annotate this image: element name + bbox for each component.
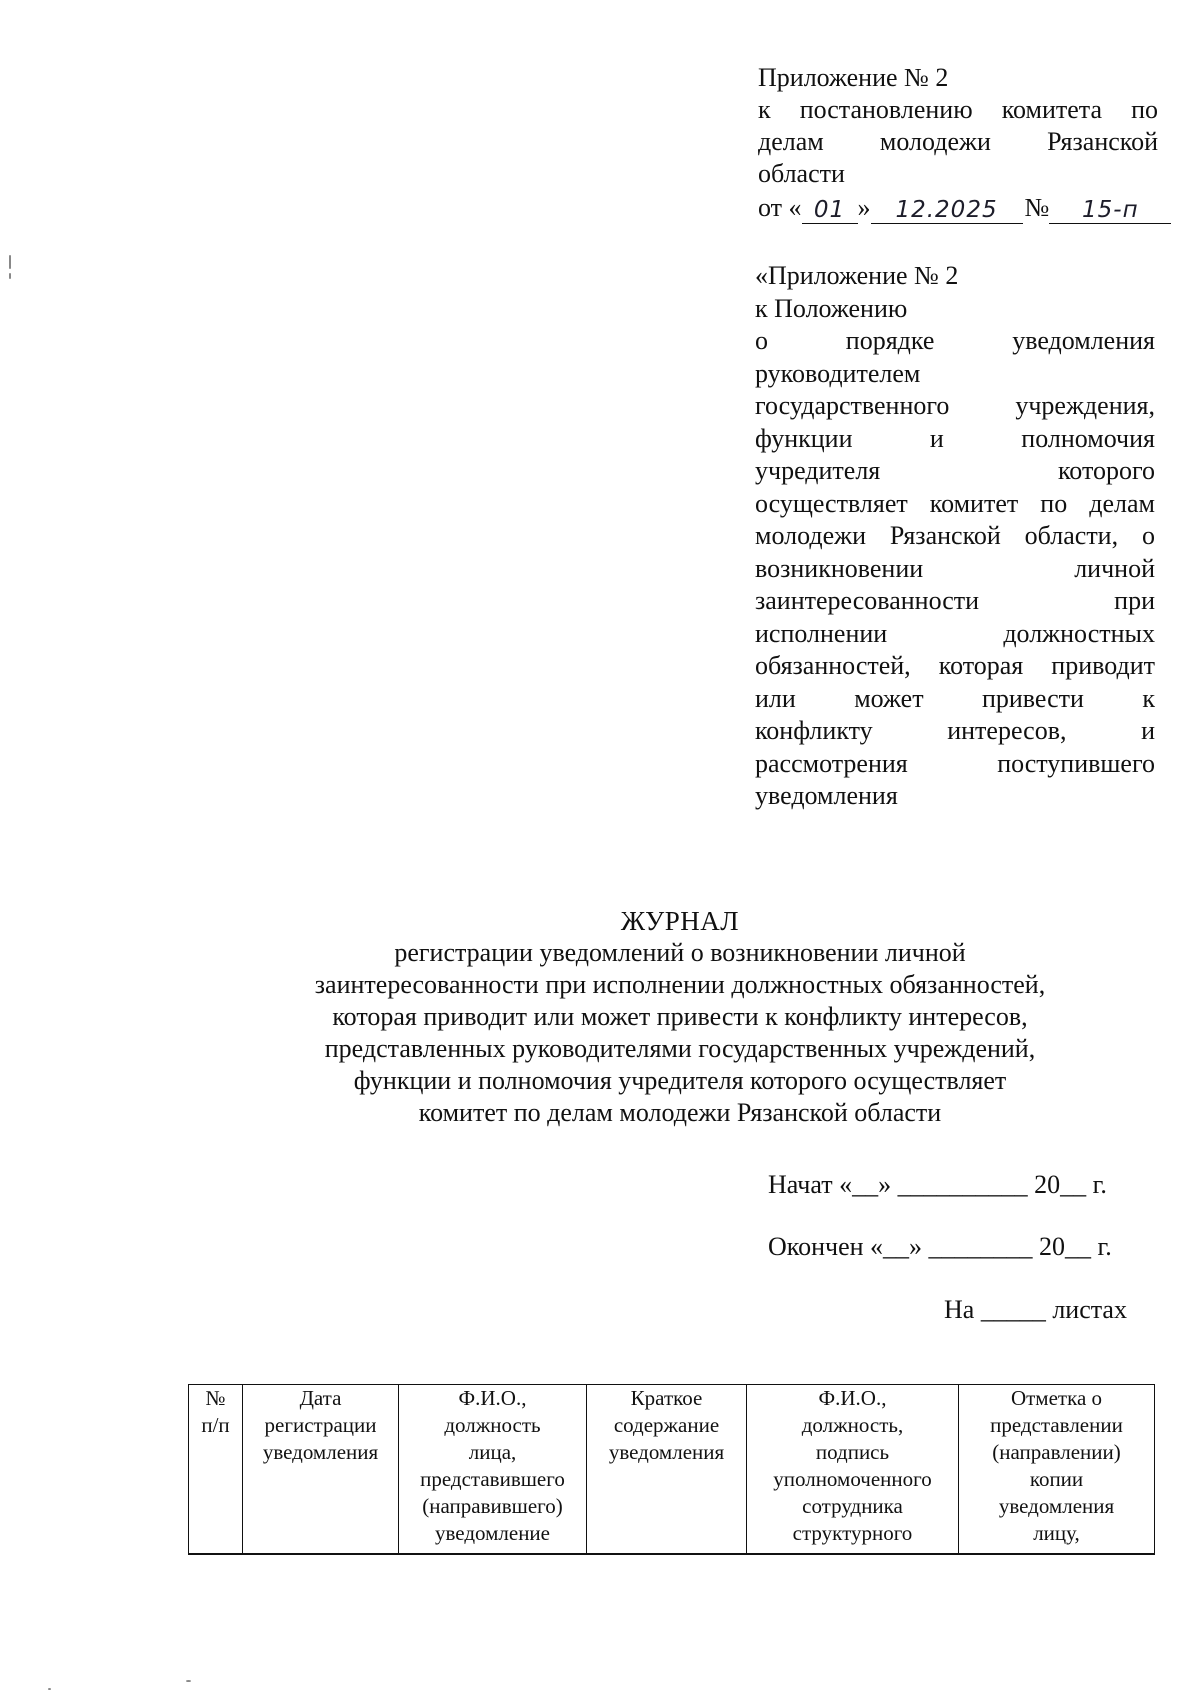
position-line: руководителем (755, 358, 921, 388)
table-header-row (189, 1385, 1155, 1555)
journal-subtitle-line: функции и полномочия учредителя которого осуществляет (353, 1066, 1007, 1095)
position-line: конфликту интересов, и (755, 716, 1155, 745)
col-header-registration-date: Дата регистрации уведомления (243, 1385, 399, 1555)
col-header-number: № п/п (189, 1385, 243, 1555)
scan-speck (186, 1680, 191, 1682)
journal-heading (160, 905, 1200, 1129)
col-header-submitter: Ф.И.О., должность лица, представившего (направившего) уведомление (399, 1385, 587, 1555)
journal-subtitle-line: которая приводит или может привести к конфликту интересов, (332, 1002, 1028, 1031)
scan-speck (9, 273, 11, 279)
position-title: «Приложение № 2 (755, 261, 959, 290)
handwritten-month-year: 12.2025 (871, 197, 1023, 224)
appendix-line: области (758, 159, 845, 188)
position-line: заинтересованности при (755, 586, 1155, 615)
position-line: обязанностей, которая приводит (755, 651, 1155, 680)
appendix-line: к постановлению комитета по (758, 95, 1158, 124)
position-line: государственного учреждения, (755, 391, 1155, 420)
handwritten-number: 15-п (1049, 197, 1171, 224)
number-prefix: № (1024, 193, 1050, 222)
col-header-authorized-employee: Ф.И.О., должность, подпись уполномоченного сотрудника структурного (747, 1385, 959, 1555)
quote-close: » (857, 193, 871, 222)
col-header-summary: Краткое содержание уведомления (587, 1385, 747, 1555)
appendix-line: делам молодежи Рязанской (758, 127, 1158, 156)
position-line: возникновении личной (755, 553, 1155, 583)
journal-title: ЖУРНАЛ (620, 906, 740, 936)
position-block (755, 260, 1155, 813)
register-table (188, 1384, 1155, 1555)
position-line: к Положению (755, 293, 908, 323)
appendix-block (758, 62, 1158, 224)
position-line: учредителя которого (755, 456, 1155, 485)
position-line: уведомления (755, 781, 898, 810)
position-line: о порядке уведомления (755, 326, 1155, 355)
appendix-date-number-line (758, 192, 1158, 224)
appendix-title: Приложение № 2 (758, 63, 949, 92)
position-line: осуществляет комитет по делам (755, 488, 1155, 518)
scan-speck (48, 1688, 51, 1690)
from-prefix: от « (758, 193, 802, 222)
position-line: молодежи Рязанской области, о (755, 521, 1155, 550)
journal-subtitle-line: представленных руководителями государственных учреждений, (324, 1034, 1036, 1063)
journal-subtitle-line: заинтересованности при исполнении должностных обязанностей, (314, 970, 1046, 999)
sheets-count-field: На _____ листах (944, 1295, 1127, 1324)
journal-subtitle-line: комитет по делам молодежи Рязанской области (418, 1098, 942, 1127)
position-line: функции и полномочия (755, 423, 1155, 453)
scan-speck (9, 255, 11, 269)
position-line: рассмотрения поступившего (755, 748, 1155, 778)
position-line: исполнении должностных (755, 618, 1155, 648)
position-line: или может привести к (755, 683, 1155, 713)
started-date-field: Начат «__» __________ 20__ г. (768, 1170, 1107, 1199)
col-header-copy-mark: Отметка о представлении (направлении) копии уведомления лицу, (959, 1385, 1155, 1555)
handwritten-day: 01 (802, 197, 858, 224)
journal-subtitle-line: регистрации уведомлений о возникновении личной (394, 938, 966, 967)
finished-date-field: Окончен «__» ________ 20__ г. (768, 1232, 1112, 1261)
